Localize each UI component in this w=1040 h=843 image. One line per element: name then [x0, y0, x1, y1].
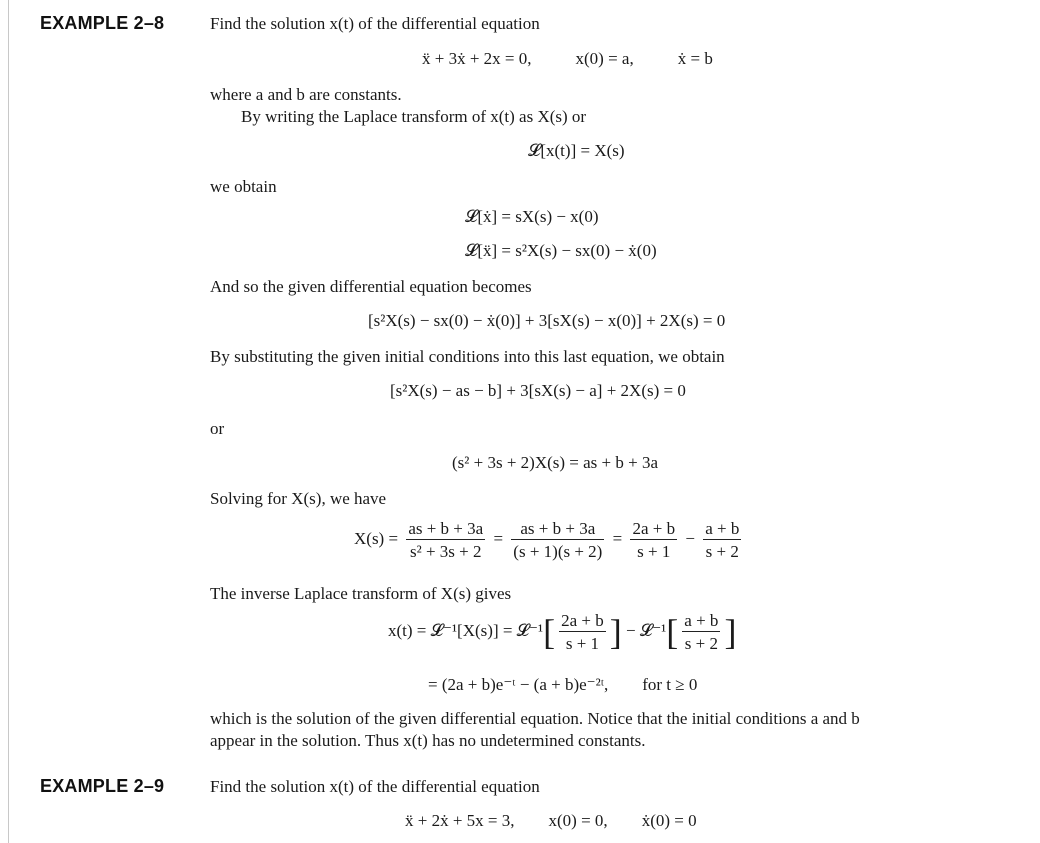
inverse-mid: − 𝓛⁻¹	[626, 620, 667, 640]
result-expression: = (2a + b)e⁻ᵗ − (a + b)e⁻²ᵗ,	[428, 675, 609, 694]
xs-partial-fractions	[354, 520, 745, 560]
factored-equation: (s² + 3s + 2)X(s) = as + b + 3a	[452, 453, 659, 472]
de-ic2: ẋ = b	[677, 49, 713, 68]
bracket-close: ]	[724, 612, 737, 652]
differential-equation	[422, 50, 713, 67]
and-so-text: And so the given differential equation becomes	[210, 277, 532, 296]
example-2-9-heading: EXAMPLE 2–9	[40, 776, 165, 796]
bracket-open: [	[543, 612, 556, 652]
inverse-lhs: x(t) = 𝓛⁻¹[X(s)] = 𝓛⁻¹	[388, 620, 544, 640]
by-writing-text: By writing the Laplace transform of x(t) as X(s) or	[241, 107, 587, 126]
fraction-4: $\frac{a + b}{s + 2}$	[705, 519, 740, 561]
conclusion-line-2: appear in the solution. Thus x(t) has no undetermined constants.	[210, 731, 646, 750]
xs-lhs: X(s) =	[354, 528, 399, 548]
substituted-equation: [s²X(s) − as − b] + 3[sX(s) − a] + 2X(s) = 0	[390, 381, 686, 400]
conclusion-line-1: which is the solution of the given differential equation. Notice that the initial conditions a and b	[210, 709, 860, 728]
laplace-first-derivative: 𝓛[ẋ] = sX(s) − x(0)	[465, 207, 599, 226]
differential-equation-2	[405, 812, 697, 829]
de-lhs: ẍ + 3ẋ + 2x = 0,	[422, 49, 532, 68]
solving-text: Solving for X(s), we have	[210, 489, 387, 508]
we-obtain-text: we obtain	[210, 177, 277, 196]
inverse-text: The inverse Laplace transform of X(s) gives	[210, 584, 512, 603]
left-margin-rule	[8, 0, 9, 843]
equals-sign: =	[493, 528, 504, 548]
solution-result	[428, 676, 697, 693]
inverse-fraction-2: $\frac{a + b}{s + 2}$	[684, 611, 719, 653]
or-text: or	[210, 419, 225, 438]
bracket-open: [	[666, 612, 679, 652]
de2-ic2: ẋ(0) = 0	[641, 811, 697, 830]
fraction-1: $\frac{as + b + 3a}{\text{s² + 3s + 2}}$	[408, 519, 484, 561]
example-2-8-intro: Find the solution x(t) of the differential equation	[210, 14, 540, 33]
de2-lhs: ẍ + 2ẋ + 5x = 3,	[405, 811, 515, 830]
bracket-close: ]	[609, 612, 622, 652]
minus-sign: −	[685, 528, 695, 548]
transformed-equation: [s²X(s) − sx(0) − ẋ(0)] + 3[sX(s) − x(0)] + 2X(s) = 0	[368, 311, 726, 330]
de-ic1: x(0) = a,	[575, 49, 634, 68]
by-substituting-text: By substituting the given initial conditions into this last equation, we obtain	[210, 347, 725, 366]
fraction-2: $\frac{as + b + 3a}{(s + 1)(s + 2)}$	[513, 519, 603, 561]
inverse-fraction-1: $\frac{2a + b}{s + 1}$	[561, 611, 604, 653]
inverse-laplace-equation	[388, 612, 736, 652]
example-2-8-heading: EXAMPLE 2–8	[40, 13, 165, 33]
where-text: where a and b are constants.	[210, 85, 402, 104]
result-condition: for t ≥ 0	[642, 675, 698, 694]
laplace-definition: 𝓛[x(t)] = X(s)	[528, 141, 625, 160]
example-2-9-intro: Find the solution x(t) of the differential equation	[210, 777, 540, 796]
laplace-second-derivative: 𝓛[ẍ] = s²X(s) − sx(0) − ẋ(0)	[465, 241, 657, 260]
fraction-3: $\frac{2a + b}{s + 1}$	[632, 519, 676, 561]
equals-sign: =	[612, 528, 623, 548]
de2-ic1: x(0) = 0,	[548, 811, 608, 830]
